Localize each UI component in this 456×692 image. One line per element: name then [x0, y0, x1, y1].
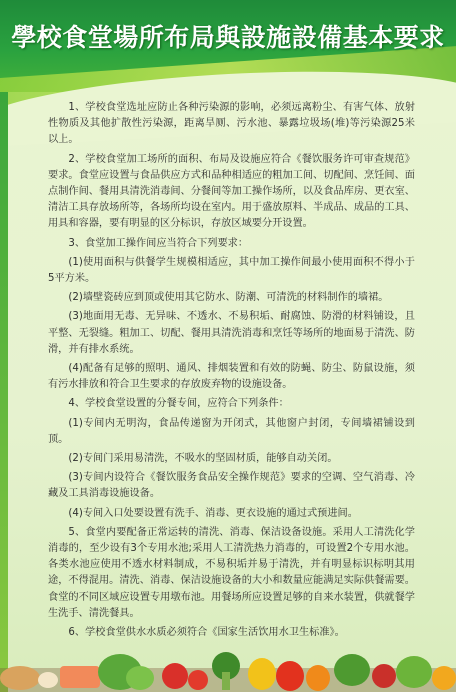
paragraph: 4、学校食堂设置的分餐专间，应符合下列条件：	[68, 398, 289, 410]
tomato-icon	[372, 664, 396, 688]
paragraph: 3、食堂加工操作间应当符合下列要求：	[68, 237, 249, 249]
vegetables-illustration	[0, 628, 456, 692]
paragraph: (1)专间内无明沟，食品传递窗为开闭式，其他窗户封闭，专间墙裙铺设到顶。	[48, 417, 415, 445]
paragraph: (3)专间内设符合《餐饮服务食品安全操作规范》要求的空调、空气消毒、冷藏及工具消毒设施设备。	[48, 472, 415, 500]
pepper-icon	[276, 661, 304, 691]
tomato-icon	[162, 663, 188, 689]
egg-icon	[38, 672, 58, 688]
greens-icon	[396, 656, 432, 688]
greens-icon	[334, 654, 370, 686]
pepper-icon	[248, 658, 276, 690]
paragraph: (1)使用面积与供餐学生规模相适应，其中加工操作间最小使用面积不得小于5平方米。	[48, 256, 415, 285]
paragraph: (4)专间入口处要设置有洗手、消毒、更衣设施的通过式预进间。	[68, 507, 358, 519]
broccoli-stem	[222, 672, 230, 690]
orange-icon	[432, 666, 456, 690]
pepper-icon	[306, 665, 330, 691]
bread-icon	[0, 666, 40, 690]
paragraph: (3)地面用无毒、无异味、不透水、不易积垢、耐腐蚀、防滑的材料铺设，且平整、无裂缝。粗加工、切配、餐用具清洗消毒和烹饪等场所的地面易于清洗、防滑，并有排水系统。	[48, 311, 415, 355]
tomato-icon	[188, 670, 208, 690]
header-banner	[0, 0, 456, 92]
paragraph: 5、食堂内要配备正常运转的清洗、消毒、保洁设备设施。采用人工清洗化学消毒的，至少设有3个专用水池;采用人工清洗热力消毒的，可设置2个专用水池。各类水池应使用不透水材料制成，不易积垢并易于清洗，并有明显标识标明其用途，不得混用。清洗、消毒、保洁设施设备的大小和数量应能满足实际供餐需要。食堂的不同区域应设置专用墩布池。用餐场所应设置足够的自来水装置，供就餐学生洗手、清洗餐具。	[48, 526, 415, 619]
paragraph: 6、学校食堂供水水质必须符合《国家生活饮用水卫生标准》。	[68, 627, 345, 639]
lettuce-icon	[126, 666, 154, 690]
requirements-text	[48, 100, 415, 644]
salmon-icon	[60, 666, 100, 688]
paragraph: 2、学校食堂加工场所的面积、布局及设施应符合《餐饮服务许可审查规范》要求。食堂应设置与食品供应方式和品种相适应的粗加工间、切配间、烹饪间、面点制作间、餐用具清洗消毒间、分餐间等加工操作场所，以及食品库房、更衣室、清洁工具存放场所等，各场所均设在室内。用于盛放原料、半成品、成品的工具、用具和容器，要有明显的区分标识，存放区域要分开设置。	[48, 153, 415, 230]
paragraph: (4)配备有足够的照明、通风、排烟装置和有效的防蝇、防尘、防鼠设施，须有污水排放和符合卫生要求的存放废弃物的设施设备。	[48, 363, 415, 391]
paragraph: 1、学校食堂选址应防止各种污染源的影响，必须远离粉尘、有害气体、放射性物质及其他扩散性污染源，距离旱厕、污水池、暴露垃圾场(堆)等污染源25米以上。	[48, 102, 415, 146]
paragraph: (2)墙壁瓷砖应到顶或使用其它防水、防潮、可清洗的材料制作的墙裙。	[68, 292, 389, 304]
paragraph: (2)专间门采用易清洗，不吸水的坚固材质，能够自动关闭。	[68, 453, 338, 465]
page-title: 學校食堂場所布局與設施設備基本要求	[11, 23, 445, 52]
left-accent-bar	[0, 92, 8, 692]
